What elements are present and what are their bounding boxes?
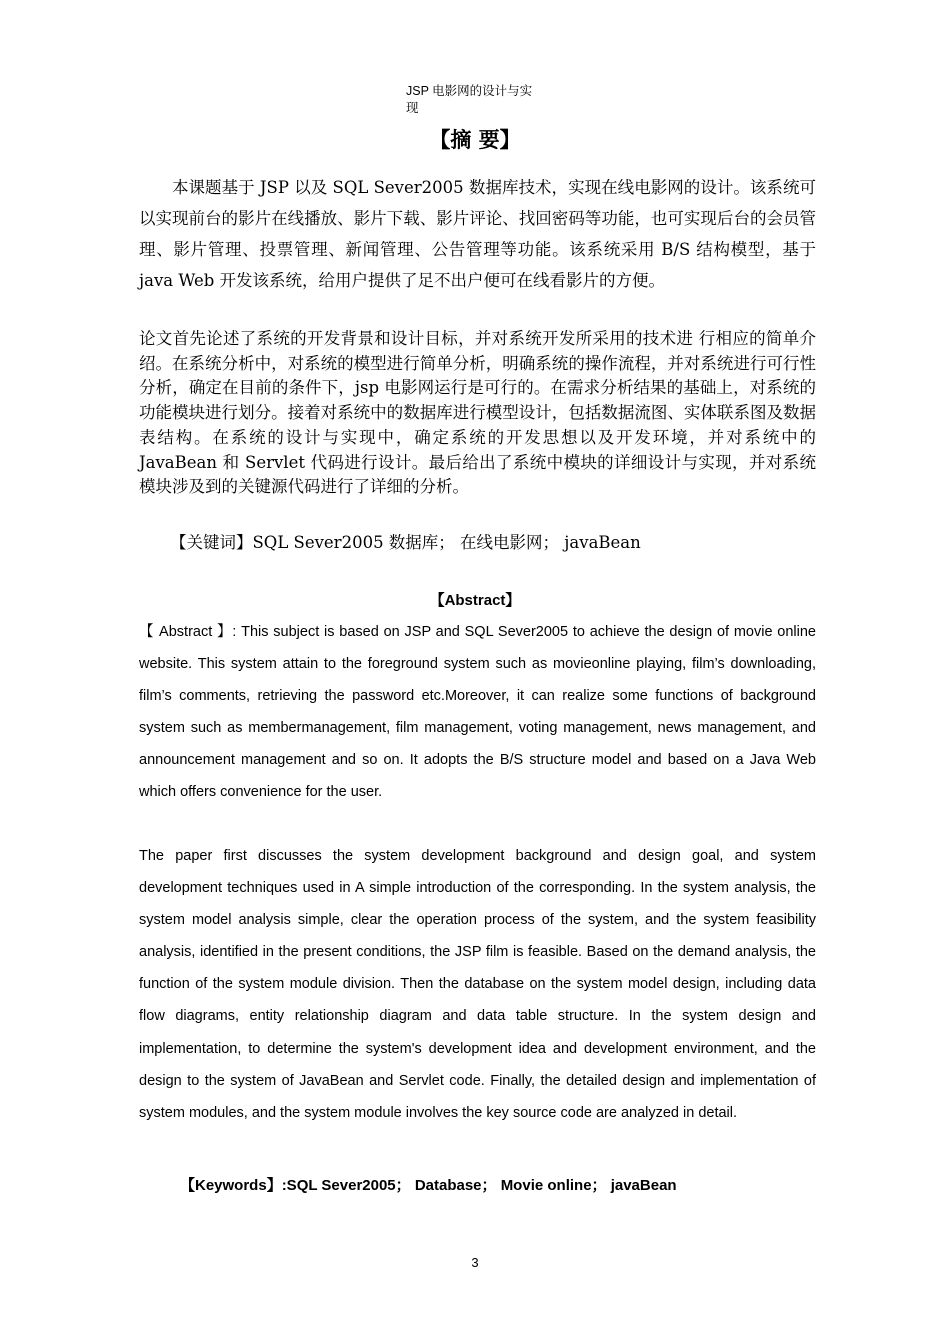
chinese-keywords: 【关键词】SQL Sever2005 数据库； 在线电影网； javaBean (170, 533, 641, 552)
running-header-line2: 现 (406, 101, 419, 115)
chinese-abstract-paragraph-1: 本课题基于 JSP 以及 SQL Sever2005 数据库技术，实现在线电影网的设计。该系统可以实现前台的影片在线播放、影片下载、影片评论、找回密码等功能，也可实现后台的会员管理、影片管理、投票管理、新闻管理、公告管理等功能。该系统采用 B/S 结构模型，基于 java Web 开发该系统，给用户提供了足不出户便可在线看影片的方便。 (139, 178, 816, 290)
english-abstract-paragraph-1: 【 Abstract 】: This subject is based on JSP and SQL Sever2005 to achieve the design of movie online website. This system attain to the foreground system such as movieonline playing, film’s downloading, film’s comments, retrieving the password etc.Moreover, it can realize some functions of background system such as membermanagement, film management, voting management, news management, and announcement management and so on. It adopts the B/S structure model and based on a Java Web which offers convenience for the user. (139, 624, 816, 801)
english-abstract-paragraph-2: The paper first discusses the system development background and design goal, and system development techniques used in A simple introduction of the corresponding. In the system analysis, the system model analysis simple, clear the operation process of the system, and the system feasibility analysis, identified in the present conditions, the JSP film is feasible. Based on the demand analysis, the function of the system module division. Then the database on the system model design, including data flow diagrams, entity relationship diagram and data table structure. In the system design and implementation, to determine the system's development idea and development environment, and the design to the system of JavaBean and Servlet code. Finally, the detailed design and implementation of system modules, and the system module involves the key source code are analyzed in detail. (139, 848, 816, 1121)
chinese-abstract-title: 【摘 要】 (429, 127, 521, 152)
chinese-abstract-paragraph-2: 论文首先论述了系统的开发背景和设计目标，并对系统开发所采用的技术进 行相应的简单介绍。在系统分析中，对系统的模型进行简单分析，明确系统的操作流程，并对系统进行可行性分析，确定在目前的条件下，jsp 电影网运行是可行的。在需求分析结果的基础上，对系统的功能模块进行划分。接着对系统中的数据库进行模型设计，包括数据流图、实体联系图及数据表结构。在系统的设计与实现中，确定系统的开发思想以及开发环境，并对系统中的 JavaBean 和 Servlet 代码进行设计。最后给出了系统中模块的详细设计与实现，并对系统模块涉及到的关键源代码进行了详细的分析。 (139, 329, 816, 497)
page-number: 3 (471, 1255, 479, 1270)
running-header-line1: JSP 电影网的设计与实 (406, 84, 533, 98)
english-abstract-title: 【Abstract】 (429, 592, 521, 609)
english-keywords: 【Keywords】:SQL Sever2005； Database； Movie online； javaBean (180, 1177, 677, 1194)
running-header (406, 83, 566, 117)
